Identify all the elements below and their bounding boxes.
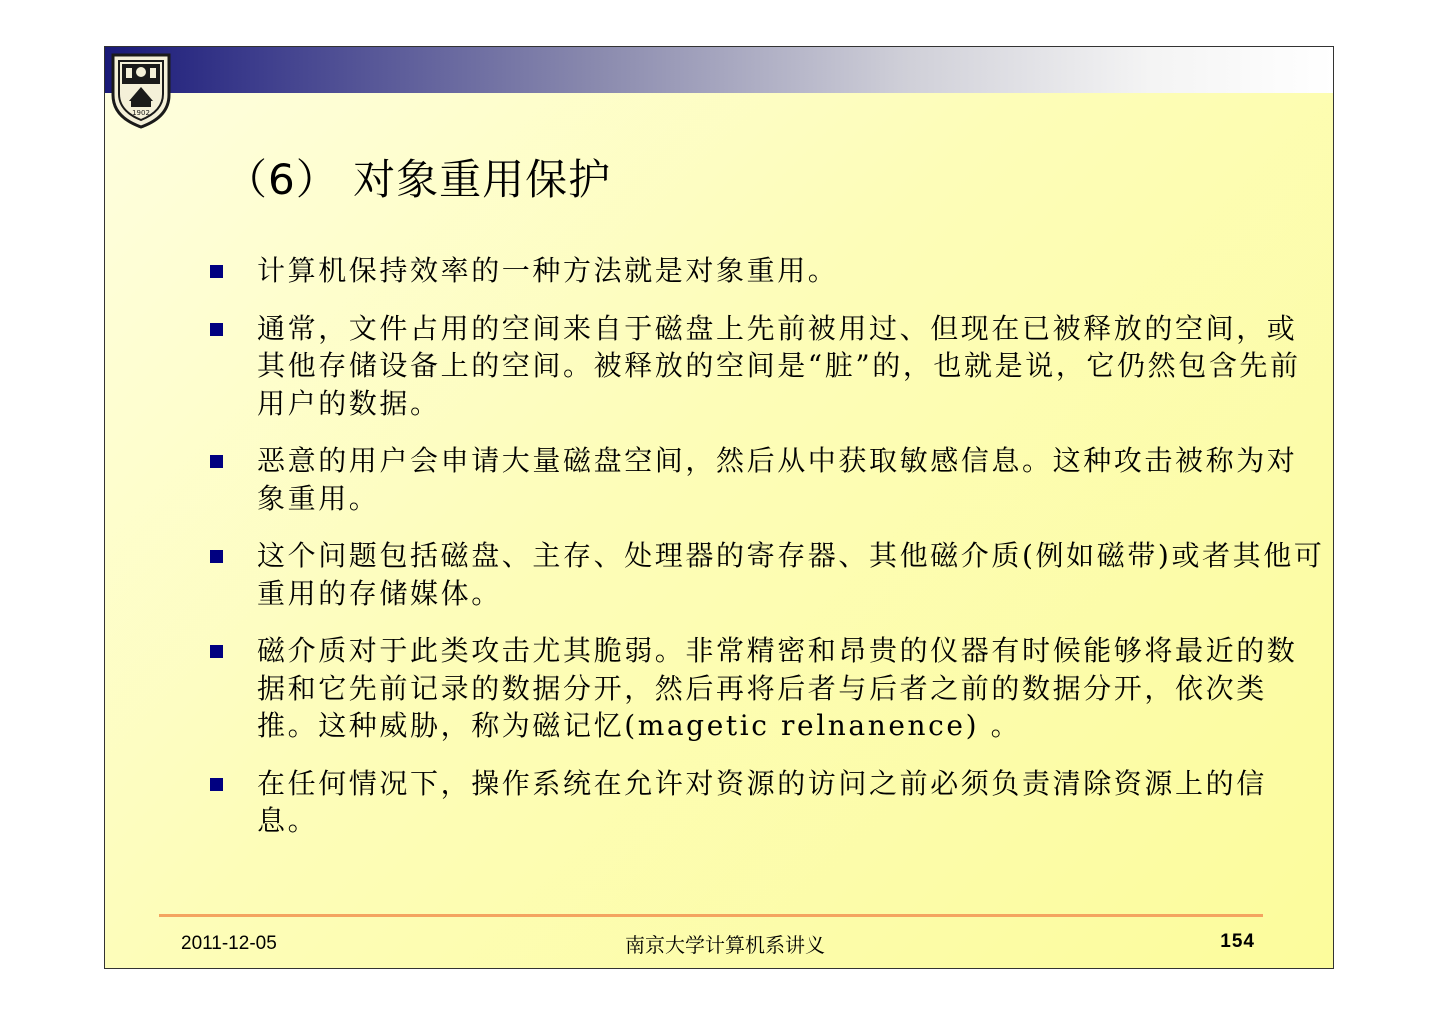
square-bullet-icon [210, 265, 223, 278]
bullet-text: 在任何情况下，操作系统在允许对资源的访问之前必须负责清除资源上的信息。 [257, 766, 1267, 837]
square-bullet-icon [210, 455, 223, 468]
slide-title: （6） 对象重用保护 [225, 155, 612, 204]
header-gradient-band [105, 47, 1334, 93]
bullet-item [205, 537, 1325, 612]
square-bullet-icon [210, 645, 223, 658]
bullet-item [205, 252, 1325, 290]
bullet-text: 计算机保持效率的一种方法就是对象重用。 [257, 254, 839, 287]
svg-text:1902: 1902 [132, 109, 150, 117]
bullet-item [205, 765, 1325, 840]
bullet-item [205, 442, 1325, 517]
bullet-item [205, 632, 1325, 745]
bullet-text: 恶意的用户会申请大量磁盘空间，然后从中获取敏感信息。这种攻击被称为对象重用。 [257, 444, 1298, 515]
footer-course-title: 南京大学计算机系讲义 [625, 933, 825, 957]
bullet-text: 通常，文件占用的空间来自于磁盘上先前被用过、但现在已被释放的空间，或其他存储设备上的空间。被释放的空间是“脏”的，也就是说，它仍然包含先前用户的数据。 [257, 311, 1301, 420]
footer-divider [159, 914, 1263, 917]
bullet-text: 这个问题包括磁盘、主存、处理器的寄存器、其他磁介质(例如磁带)或者其他可重用的存储媒体。 [257, 539, 1325, 610]
bullet-list [205, 252, 1325, 860]
page-number: 154 [1220, 931, 1255, 952]
bullet-item [205, 310, 1325, 423]
bullet-text: 磁介质对于此类攻击尤其脆弱。非常精密和昂贵的仪器有时候能够将最近的数据和它先前记录的数据分开，然后再将后者与后者之前的数据分开，依次类推。这种威胁，称为磁记忆(magetic relnanence) 。 [257, 634, 1298, 742]
slide [104, 46, 1334, 969]
square-bullet-icon [210, 778, 223, 791]
footer-date: 2011-12-05 [181, 933, 277, 954]
square-bullet-icon [210, 323, 223, 336]
university-logo [109, 51, 173, 129]
square-bullet-icon [210, 550, 223, 563]
